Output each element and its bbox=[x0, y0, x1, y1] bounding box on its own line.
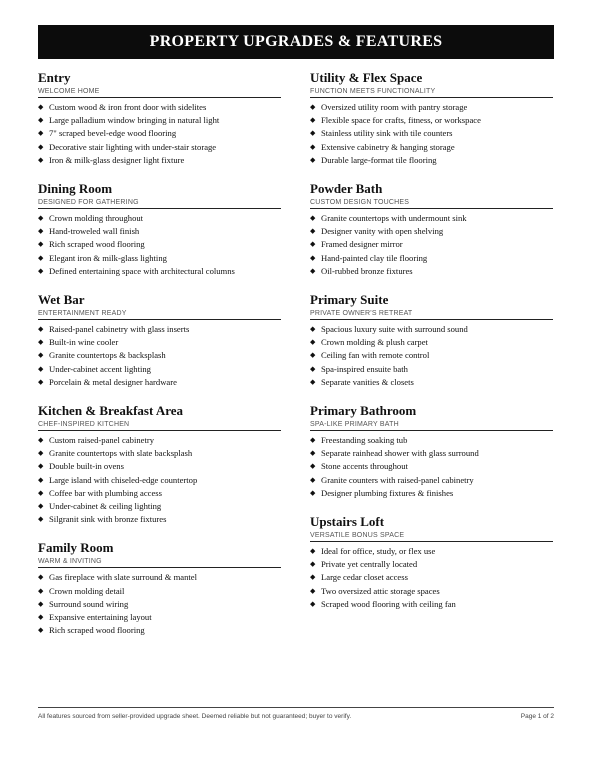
list-item-text: Scraped wood flooring with ceiling fan bbox=[321, 598, 456, 609]
list-item bbox=[38, 363, 281, 376]
list-item-text: Decorative stair lighting with under-stair storage bbox=[49, 141, 217, 152]
list-item-text: Defined entertaining space with architectural columns bbox=[49, 265, 235, 276]
right-column bbox=[310, 70, 553, 625]
diamond-bullet-icon: ◆ bbox=[310, 436, 316, 445]
diamond-bullet-icon: ◆ bbox=[38, 626, 44, 635]
section-title: Primary Suite bbox=[310, 292, 389, 308]
list-item-text: Double built-in ovens bbox=[49, 461, 124, 472]
list-item bbox=[310, 545, 553, 558]
list-item-text: Spacious luxury suite with surround sound bbox=[321, 324, 468, 335]
list-item bbox=[38, 624, 281, 637]
list-item bbox=[310, 434, 553, 447]
diamond-bullet-icon: ◆ bbox=[310, 560, 316, 569]
list-item bbox=[310, 558, 553, 571]
list-item bbox=[38, 336, 281, 349]
list-item-text: Granite countertops with slate backsplash bbox=[49, 448, 193, 459]
page-header bbox=[38, 25, 554, 59]
list-item bbox=[310, 252, 553, 265]
list-item bbox=[38, 212, 281, 225]
diamond-bullet-icon: ◆ bbox=[310, 325, 316, 334]
diamond-bullet-icon: ◆ bbox=[38, 214, 44, 223]
list-item bbox=[38, 252, 281, 265]
list-item bbox=[38, 447, 281, 460]
list-item bbox=[310, 225, 553, 238]
section-subtitle: VERSATILE BONUS SPACE bbox=[310, 532, 553, 542]
list-item-text: Hand-troweled wall finish bbox=[49, 226, 140, 237]
section-subtitle: ENTERTAINMENT READY bbox=[38, 310, 281, 320]
list-item bbox=[310, 460, 553, 473]
section-dining-room bbox=[38, 181, 281, 278]
list-item bbox=[38, 376, 281, 389]
list-item-text: Porcelain & metal designer hardware bbox=[49, 376, 177, 387]
section-title: Powder Bath bbox=[310, 181, 383, 197]
diamond-bullet-icon: ◆ bbox=[310, 488, 316, 497]
diamond-bullet-icon: ◆ bbox=[38, 351, 44, 360]
diamond-bullet-icon: ◆ bbox=[38, 142, 44, 151]
list-item bbox=[38, 225, 281, 238]
list-item-text: Rich scraped wood flooring bbox=[49, 625, 145, 636]
list-item bbox=[38, 487, 281, 500]
list-item bbox=[310, 238, 553, 251]
list-item bbox=[310, 101, 553, 114]
page-number: Page 1 of 2 bbox=[520, 713, 554, 720]
diamond-bullet-icon: ◆ bbox=[310, 227, 316, 236]
diamond-bullet-icon: ◆ bbox=[310, 240, 316, 249]
section-title: Kitchen & Breakfast Area bbox=[38, 403, 184, 419]
list-item-text: Silgranit sink with bronze fixtures bbox=[49, 514, 167, 525]
list-item-text: Under-cabinet accent lighting bbox=[49, 363, 151, 374]
diamond-bullet-icon: ◆ bbox=[38, 240, 44, 249]
list-item bbox=[310, 376, 553, 389]
section-title: Dining Room bbox=[38, 181, 113, 197]
list-item-text: Crown molding throughout bbox=[49, 213, 144, 224]
list-item-text: Coffee bar with plumbing access bbox=[49, 487, 162, 498]
list-item bbox=[310, 212, 553, 225]
feature-list bbox=[38, 323, 281, 389]
diamond-bullet-icon: ◆ bbox=[38, 338, 44, 347]
list-item-text: Separate rainhead shower with glass surround bbox=[321, 448, 479, 459]
diamond-bullet-icon: ◆ bbox=[38, 227, 44, 236]
list-item-text: Surround sound wiring bbox=[49, 598, 129, 609]
list-item bbox=[38, 585, 281, 598]
diamond-bullet-icon: ◆ bbox=[310, 214, 316, 223]
list-item bbox=[38, 611, 281, 624]
list-item-text: Granite counters with raised-panel cabinetry bbox=[321, 474, 474, 485]
list-item-text: Crown molding detail bbox=[49, 585, 125, 596]
diamond-bullet-icon: ◆ bbox=[38, 462, 44, 471]
list-item-text: Stone accents throughout bbox=[321, 461, 408, 472]
section-wet-bar bbox=[38, 292, 281, 389]
list-item-text: Large island with chiseled-edge countertop bbox=[49, 474, 198, 485]
feature-list bbox=[38, 571, 281, 637]
section-entry bbox=[38, 70, 281, 167]
list-item-text: Oversized utility room with pantry storage bbox=[321, 102, 468, 112]
list-item-text: Large cedar closet access bbox=[321, 572, 408, 583]
feature-list bbox=[310, 434, 553, 500]
list-item bbox=[310, 349, 553, 362]
diamond-bullet-icon: ◆ bbox=[38, 155, 44, 164]
diamond-bullet-icon: ◆ bbox=[310, 547, 316, 556]
list-item bbox=[38, 513, 281, 526]
list-item bbox=[38, 323, 281, 336]
diamond-bullet-icon: ◆ bbox=[38, 488, 44, 497]
diamond-bullet-icon: ◆ bbox=[38, 599, 44, 608]
list-item-text: Freestanding soaking tub bbox=[321, 435, 408, 446]
list-item bbox=[38, 500, 281, 513]
section-subtitle: DESIGNED FOR GATHERING bbox=[38, 199, 281, 209]
list-item bbox=[310, 265, 553, 278]
diamond-bullet-icon: ◆ bbox=[38, 613, 44, 622]
section-title: Wet Bar bbox=[38, 292, 85, 308]
diamond-bullet-icon: ◆ bbox=[310, 155, 316, 164]
diamond-bullet-icon: ◆ bbox=[310, 116, 316, 125]
list-item-text: Designer vanity with open shelving bbox=[321, 226, 444, 237]
list-item bbox=[310, 363, 553, 376]
section-primary-suite bbox=[310, 292, 553, 389]
list-item bbox=[38, 598, 281, 611]
list-item-text: Stainless utility sink with tile counters bbox=[321, 128, 453, 139]
diamond-bullet-icon: ◆ bbox=[38, 253, 44, 262]
list-item-text: Private yet centrally located bbox=[321, 559, 418, 570]
list-item bbox=[38, 349, 281, 362]
section-title: Upstairs Loft bbox=[310, 514, 385, 530]
section-subtitle: SPA-LIKE PRIMARY BATH bbox=[310, 421, 553, 431]
diamond-bullet-icon: ◆ bbox=[310, 462, 316, 471]
diamond-bullet-icon: ◆ bbox=[310, 129, 316, 138]
list-item-text: Granite countertops with undermount sink bbox=[321, 213, 467, 224]
page-footer bbox=[38, 713, 554, 720]
feature-list bbox=[310, 323, 553, 389]
list-item bbox=[38, 238, 281, 251]
list-item bbox=[38, 127, 281, 140]
list-item bbox=[310, 571, 553, 584]
list-item bbox=[38, 571, 281, 584]
diamond-bullet-icon: ◆ bbox=[38, 129, 44, 138]
left-column bbox=[38, 70, 281, 651]
list-item-text: Two oversized attic storage spaces bbox=[321, 585, 440, 596]
list-item-text: Flexible space for crafts, fitness, or workspace bbox=[321, 115, 481, 126]
section-subtitle: CHEF-INSPIRED KITCHEN bbox=[38, 421, 281, 431]
feature-list bbox=[310, 212, 553, 278]
section-primary-bathroom bbox=[310, 403, 553, 500]
list-item bbox=[38, 434, 281, 447]
section-title: Family Room bbox=[38, 540, 114, 556]
section-subtitle: WARM & INVITING bbox=[38, 558, 281, 568]
list-item bbox=[310, 154, 553, 167]
diamond-bullet-icon: ◆ bbox=[38, 515, 44, 524]
diamond-bullet-icon: ◆ bbox=[38, 325, 44, 334]
list-item bbox=[310, 447, 553, 460]
diamond-bullet-icon: ◆ bbox=[310, 266, 316, 275]
diamond-bullet-icon: ◆ bbox=[38, 103, 44, 111]
list-item bbox=[310, 487, 553, 500]
section-kitchen-and-breakfast-area bbox=[38, 403, 281, 526]
diamond-bullet-icon: ◆ bbox=[310, 364, 316, 373]
section-utility-and-flex-space bbox=[310, 70, 553, 167]
footer-divider bbox=[38, 707, 554, 708]
section-title: Primary Bathroom bbox=[310, 403, 417, 419]
diamond-bullet-icon: ◆ bbox=[310, 377, 316, 386]
list-item bbox=[38, 474, 281, 487]
list-item bbox=[38, 460, 281, 473]
list-item bbox=[38, 265, 281, 278]
section-title: Entry bbox=[38, 70, 71, 85]
list-item-text: Ceiling fan with remote control bbox=[321, 350, 430, 361]
diamond-bullet-icon: ◆ bbox=[38, 449, 44, 458]
list-item-text: Framed designer mirror bbox=[321, 239, 403, 250]
feature-list bbox=[38, 101, 281, 167]
list-item-text: Hand-painted clay tile flooring bbox=[321, 252, 428, 263]
diamond-bullet-icon: ◆ bbox=[310, 103, 316, 111]
diamond-bullet-icon: ◆ bbox=[38, 573, 44, 582]
list-item bbox=[38, 114, 281, 127]
list-item bbox=[38, 141, 281, 154]
list-item-text: Durable large-format tile flooring bbox=[321, 154, 437, 165]
list-item bbox=[310, 585, 553, 598]
list-item bbox=[310, 598, 553, 611]
diamond-bullet-icon: ◆ bbox=[310, 573, 316, 582]
list-item-text: Expansive entertaining layout bbox=[49, 612, 152, 623]
diamond-bullet-icon: ◆ bbox=[310, 253, 316, 262]
list-item-text: Ideal for office, study, or flex use bbox=[321, 546, 436, 557]
diamond-bullet-icon: ◆ bbox=[38, 364, 44, 373]
list-item-text: Spa-inspired ensuite bath bbox=[321, 363, 408, 374]
list-item bbox=[310, 141, 553, 154]
list-item-text: Designer plumbing fixtures & finishes bbox=[321, 487, 454, 498]
list-item-text: Rich scraped wood flooring bbox=[49, 239, 145, 250]
list-item-text: Elegant iron & milk-glass lighting bbox=[49, 252, 167, 263]
list-item-text: Under-cabinet & ceiling lighting bbox=[49, 501, 162, 512]
list-item-text: Oil-rubbed bronze fixtures bbox=[321, 265, 413, 276]
section-subtitle: PRIVATE OWNER'S RETREAT bbox=[310, 310, 553, 320]
list-item bbox=[310, 474, 553, 487]
diamond-bullet-icon: ◆ bbox=[38, 502, 44, 511]
diamond-bullet-icon: ◆ bbox=[38, 266, 44, 275]
diamond-bullet-icon: ◆ bbox=[38, 436, 44, 445]
diamond-bullet-icon: ◆ bbox=[310, 449, 316, 458]
list-item-text: Built-in wine cooler bbox=[49, 337, 119, 348]
diamond-bullet-icon: ◆ bbox=[310, 599, 316, 608]
list-item-text: Large palladium window bringing in natural light bbox=[49, 115, 220, 126]
feature-list bbox=[310, 545, 553, 611]
diamond-bullet-icon: ◆ bbox=[38, 586, 44, 595]
section-subtitle: FUNCTION MEETS FUNCTIONALITY bbox=[310, 88, 553, 98]
diamond-bullet-icon: ◆ bbox=[310, 142, 316, 151]
section-powder-bath bbox=[310, 181, 553, 278]
section-subtitle: WELCOME HOME bbox=[38, 88, 281, 98]
section-title: Utility & Flex Space bbox=[310, 70, 423, 85]
list-item bbox=[38, 154, 281, 167]
list-item-text: 7" scraped bevel-edge wood flooring bbox=[49, 128, 177, 139]
list-item bbox=[310, 114, 553, 127]
list-item-text: Granite countertops & backsplash bbox=[49, 350, 166, 361]
list-item bbox=[38, 101, 281, 114]
diamond-bullet-icon: ◆ bbox=[38, 377, 44, 386]
feature-list bbox=[310, 101, 553, 167]
page-title: PROPERTY UPGRADES & FEATURES bbox=[149, 33, 443, 50]
list-item bbox=[310, 336, 553, 349]
list-item bbox=[310, 323, 553, 336]
list-item-text: Raised-panel cabinetry with glass inserts bbox=[49, 324, 190, 335]
footer-disclaimer: All features sourced from seller-provided upgrade sheet. Deemed reliable but not guaranteed; buyer to verify. bbox=[38, 713, 352, 720]
diamond-bullet-icon: ◆ bbox=[38, 116, 44, 125]
list-item-text: Extensive cabinetry & hanging storage bbox=[321, 141, 455, 152]
section-family-room bbox=[38, 540, 281, 637]
section-upstairs-loft bbox=[310, 514, 553, 611]
diamond-bullet-icon: ◆ bbox=[310, 586, 316, 595]
list-item-text: Crown molding & plush carpet bbox=[321, 337, 428, 348]
list-item-text: Iron & milk-glass designer light fixture bbox=[49, 154, 185, 165]
diamond-bullet-icon: ◆ bbox=[310, 338, 316, 347]
list-item-text: Custom raised-panel cabinetry bbox=[49, 435, 155, 446]
list-item bbox=[310, 127, 553, 140]
diamond-bullet-icon: ◆ bbox=[310, 351, 316, 360]
diamond-bullet-icon: ◆ bbox=[310, 475, 316, 484]
feature-list bbox=[38, 212, 281, 278]
list-item-text: Gas fireplace with slate surround & mantel bbox=[49, 572, 197, 583]
section-subtitle: CUSTOM DESIGN TOUCHES bbox=[310, 199, 553, 209]
list-item-text: Custom wood & iron front door with sidelites bbox=[49, 102, 207, 112]
list-item-text: Separate vanities & closets bbox=[321, 376, 414, 387]
diamond-bullet-icon: ◆ bbox=[38, 475, 44, 484]
feature-list bbox=[38, 434, 281, 526]
